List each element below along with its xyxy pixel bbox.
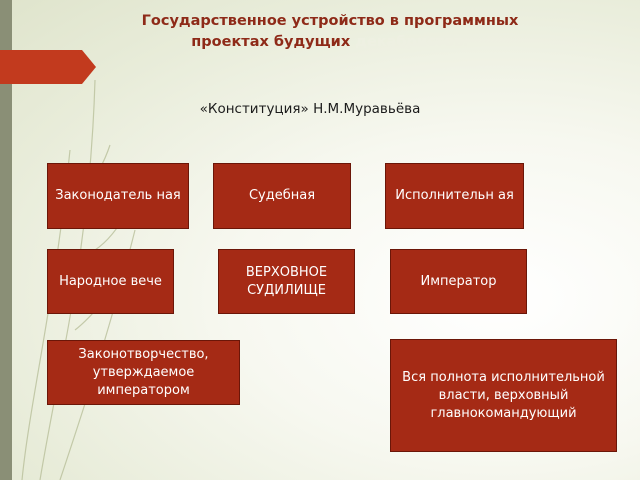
emperor-box bbox=[390, 249, 527, 314]
executive-branch-label: Исполнительн ая bbox=[395, 188, 514, 203]
title-line-1: Государственное устройство в программных bbox=[141, 13, 519, 29]
left-accent-bar bbox=[0, 0, 12, 480]
slide-title bbox=[100, 11, 560, 53]
executive-power-box bbox=[390, 339, 617, 452]
executive-power-label: Вся полнота исполнительной власти, верховный главнокомандующий bbox=[402, 369, 605, 421]
lawmaking-box bbox=[47, 340, 240, 405]
section-arrow-icon bbox=[0, 50, 96, 84]
slide-subtitle: «Конституция» Н.М.Муравьёва bbox=[199, 101, 421, 117]
title-line-2 bbox=[100, 32, 560, 53]
judicial-branch-box bbox=[213, 163, 351, 229]
veche-box bbox=[47, 249, 174, 314]
supreme-court-label: ВЕРХОВНОЕ СУДИЛИЩЕ bbox=[245, 264, 328, 298]
legislative-branch-box bbox=[47, 163, 189, 229]
executive-branch-box bbox=[385, 163, 524, 229]
emperor-label: Император bbox=[420, 273, 497, 289]
supreme-court-box bbox=[218, 249, 355, 314]
judicial-branch-label: Судебная bbox=[248, 188, 316, 203]
title-line-2-faded: декабристов. bbox=[355, 34, 469, 50]
veche-label: Народное вече bbox=[59, 273, 162, 289]
lawmaking-label: Законотворчество, утверждаемое императором bbox=[78, 346, 209, 398]
legislative-branch-label: Законодатель ная bbox=[55, 188, 181, 203]
title-line-2-main: проектах будущих bbox=[191, 34, 356, 50]
